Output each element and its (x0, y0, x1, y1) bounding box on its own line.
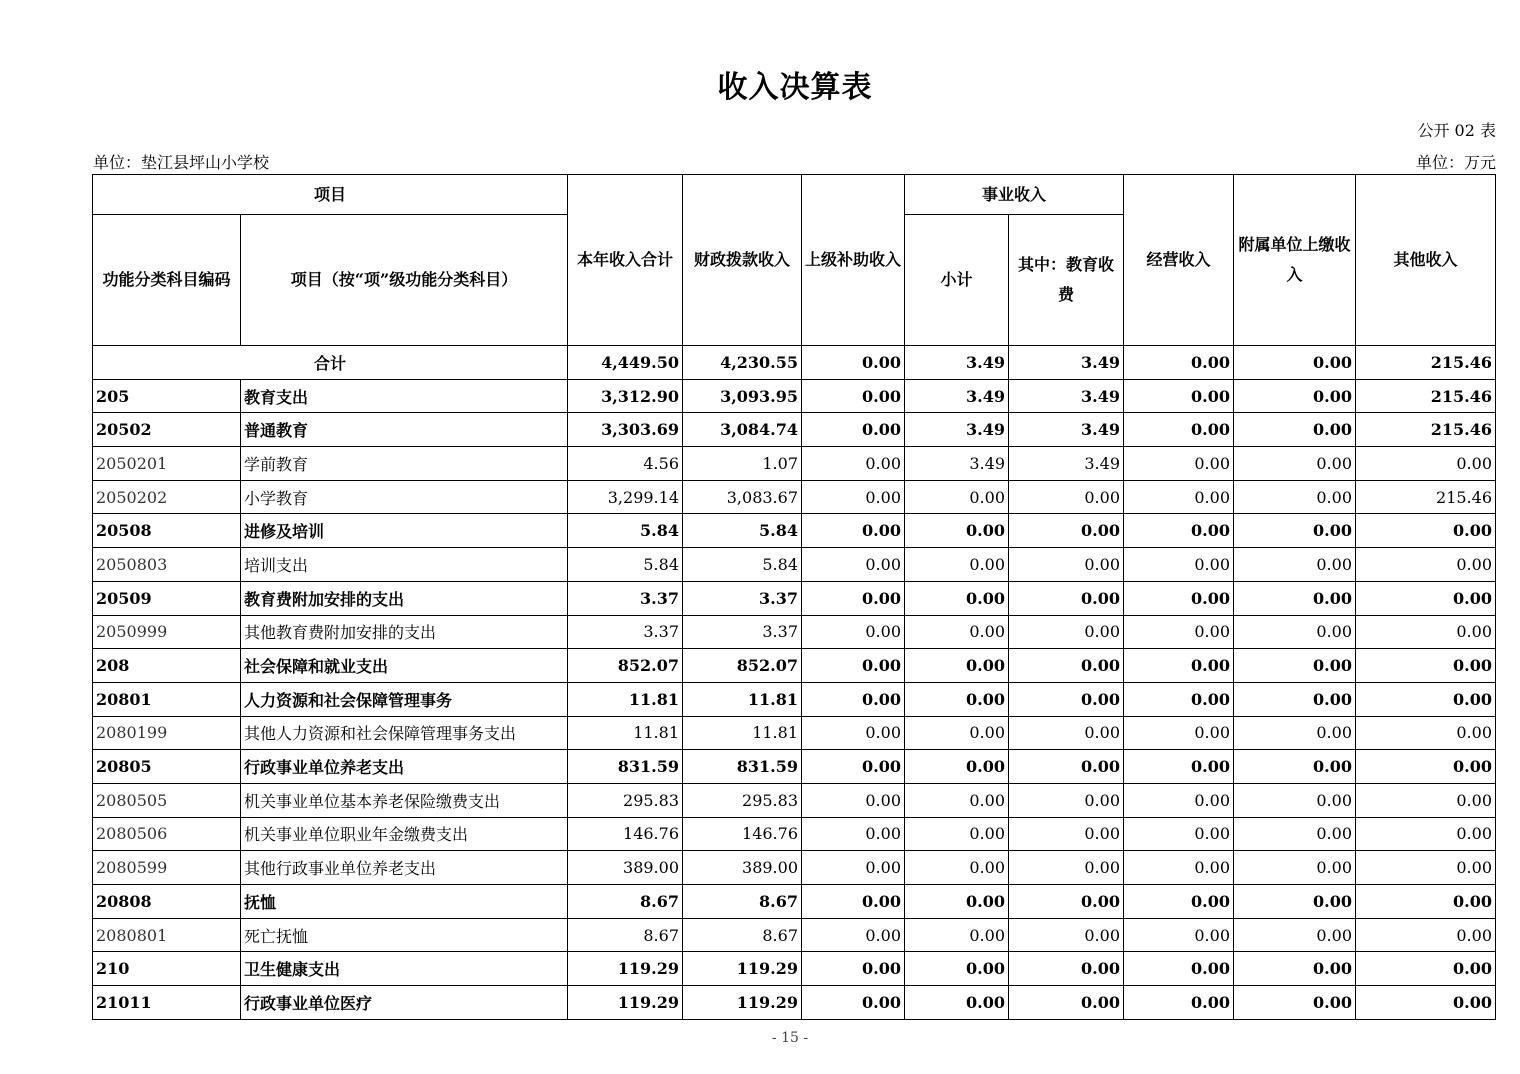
row-value: 0.00 (1234, 682, 1356, 716)
row-value: 1.07 (683, 447, 802, 481)
row-code: 205 (93, 379, 241, 413)
row-value: 389.00 (683, 851, 802, 885)
row-value: 0.00 (802, 682, 905, 716)
row-value: 0.00 (1009, 682, 1124, 716)
row-value: 0.00 (1124, 581, 1234, 615)
row-value: 0.00 (905, 615, 1009, 649)
row-value: 0.00 (1234, 413, 1356, 447)
row-value: 3.37 (683, 615, 802, 649)
row-value: 0.00 (1124, 615, 1234, 649)
row-value: 0.00 (802, 952, 905, 986)
row-name: 学前教育 (241, 447, 568, 481)
row-value: 11.81 (683, 682, 802, 716)
row-name: 机关事业单位职业年金缴费支出 (241, 817, 568, 851)
row-value: 0.00 (1009, 615, 1124, 649)
row-name: 其他人力资源和社会保障管理事务支出 (241, 716, 568, 750)
row-value: 0.00 (1009, 885, 1124, 919)
row-value: 0.00 (1009, 817, 1124, 851)
row-value: 11.81 (568, 716, 683, 750)
row-value: 0.00 (802, 885, 905, 919)
row-value: 852.07 (568, 649, 683, 683)
header-fiscal: 财政拨款收入 (683, 175, 802, 346)
row-value: 119.29 (683, 952, 802, 986)
row-value: 3.49 (905, 379, 1009, 413)
table-row (93, 885, 1496, 919)
row-value: 0.00 (1234, 851, 1356, 885)
row-value: 0.00 (802, 851, 905, 885)
row-value: 119.29 (568, 952, 683, 986)
row-value: 0.00 (905, 885, 1009, 919)
row-value: 0.00 (905, 581, 1009, 615)
income-table (92, 174, 1496, 1020)
header-total: 本年收入合计 (568, 175, 683, 346)
row-value: 5.84 (568, 548, 683, 582)
row-value: 3.49 (1009, 413, 1124, 447)
row-value: 0.00 (1009, 649, 1124, 683)
row-value: 0.00 (1009, 986, 1124, 1020)
row-value: 5.84 (568, 514, 683, 548)
row-value: 0.00 (905, 952, 1009, 986)
row-value: 0.00 (1234, 986, 1356, 1020)
row-value: 0.00 (1124, 817, 1234, 851)
table-row (93, 986, 1496, 1020)
row-value: 0.00 (1124, 548, 1234, 582)
row-code: 20805 (93, 750, 241, 784)
row-code: 210 (93, 952, 241, 986)
row-value: 146.76 (683, 817, 802, 851)
row-value: 0.00 (1124, 885, 1234, 919)
row-value: 215.46 (1356, 379, 1496, 413)
row-value: 0.00 (1234, 649, 1356, 683)
row-value: 0.00 (1234, 783, 1356, 817)
row-value: 0.00 (1124, 379, 1234, 413)
row-value: 0.00 (802, 716, 905, 750)
header-project: 项目 (93, 175, 568, 215)
row-value: 0.00 (802, 750, 905, 784)
row-value: 0.00 (1124, 480, 1234, 514)
row-value: 0.00 (802, 783, 905, 817)
row-value: 0.00 (1356, 952, 1496, 986)
row-value: 0.00 (1124, 851, 1234, 885)
row-value: 0.00 (905, 783, 1009, 817)
row-value: 0.00 (905, 986, 1009, 1020)
row-value: 0.00 (802, 548, 905, 582)
row-name: 机关事业单位基本养老保险缴费支出 (241, 783, 568, 817)
row-value: 3.49 (1009, 447, 1124, 481)
row-value: 11.81 (568, 682, 683, 716)
row-value: 0.00 (1234, 918, 1356, 952)
row-name: 普通教育 (241, 413, 568, 447)
row-value: 0.00 (802, 480, 905, 514)
row-value: 3.37 (683, 581, 802, 615)
row-value: 8.67 (568, 885, 683, 919)
row-code: 21011 (93, 986, 241, 1020)
table-row (93, 615, 1496, 649)
row-name: 小学教育 (241, 480, 568, 514)
header-edu-fee: 其中：教育收费 (1009, 215, 1124, 346)
total-cell: 4,449.50 (568, 346, 683, 380)
total-cell: 3.49 (1009, 346, 1124, 380)
row-value: 0.00 (1009, 514, 1124, 548)
row-value: 0.00 (1356, 615, 1496, 649)
row-value: 0.00 (1124, 413, 1234, 447)
row-value: 0.00 (1009, 548, 1124, 582)
table-row (93, 783, 1496, 817)
row-name: 人力资源和社会保障管理事务 (241, 682, 568, 716)
total-cell: 0.00 (802, 346, 905, 380)
row-value: 0.00 (1356, 885, 1496, 919)
row-value: 0.00 (1234, 615, 1356, 649)
row-code: 2050803 (93, 548, 241, 582)
row-value: 0.00 (1124, 649, 1234, 683)
table-row (93, 952, 1496, 986)
row-value: 0.00 (802, 413, 905, 447)
total-cell: 215.46 (1356, 346, 1496, 380)
header-affiliated: 附属单位上缴收入 (1234, 175, 1356, 346)
row-value: 0.00 (1356, 817, 1496, 851)
row-value: 0.00 (1356, 649, 1496, 683)
table-row (93, 548, 1496, 582)
row-value: 215.46 (1356, 413, 1496, 447)
row-value: 0.00 (1234, 952, 1356, 986)
row-code: 2050999 (93, 615, 241, 649)
row-value: 0.00 (1124, 783, 1234, 817)
row-value: 0.00 (1234, 548, 1356, 582)
row-value: 831.59 (683, 750, 802, 784)
row-value: 0.00 (1234, 581, 1356, 615)
row-code: 2050202 (93, 480, 241, 514)
row-value: 0.00 (1356, 682, 1496, 716)
row-value: 852.07 (683, 649, 802, 683)
row-value: 146.76 (568, 817, 683, 851)
row-value: 0.00 (1009, 581, 1124, 615)
row-value: 0.00 (1234, 750, 1356, 784)
row-value: 0.00 (1124, 952, 1234, 986)
table-row (93, 750, 1496, 784)
row-value: 3,303.69 (568, 413, 683, 447)
row-value: 0.00 (1009, 851, 1124, 885)
row-code: 2080599 (93, 851, 241, 885)
row-value: 0.00 (802, 379, 905, 413)
row-value: 5.84 (683, 548, 802, 582)
row-name: 社会保障和就业支出 (241, 649, 568, 683)
row-value: 3.37 (568, 615, 683, 649)
row-value: 0.00 (1356, 918, 1496, 952)
row-value: 3.49 (1009, 379, 1124, 413)
row-name: 进修及培训 (241, 514, 568, 548)
row-value: 0.00 (1009, 750, 1124, 784)
total-cell: 0.00 (1124, 346, 1234, 380)
row-value: 0.00 (1009, 480, 1124, 514)
total-row (93, 346, 1496, 380)
row-name: 其他行政事业单位养老支出 (241, 851, 568, 885)
row-value: 0.00 (905, 480, 1009, 514)
row-code: 20808 (93, 885, 241, 919)
row-value: 3,299.14 (568, 480, 683, 514)
form-number: 公开 02 表 (1417, 121, 1496, 140)
row-value: 0.00 (802, 986, 905, 1020)
row-value: 295.83 (568, 783, 683, 817)
row-value: 3,312.90 (568, 379, 683, 413)
row-value: 3.49 (905, 447, 1009, 481)
row-value: 3.37 (568, 581, 683, 615)
row-value: 8.67 (683, 885, 802, 919)
row-name: 抚恤 (241, 885, 568, 919)
row-code: 2050201 (93, 447, 241, 481)
row-value: 831.59 (568, 750, 683, 784)
row-value: 4.56 (568, 447, 683, 481)
row-value: 0.00 (802, 918, 905, 952)
row-value: 0.00 (905, 851, 1009, 885)
page-number: - 15 - (771, 1030, 809, 1046)
row-code: 2080505 (93, 783, 241, 817)
row-value: 0.00 (905, 649, 1009, 683)
table-header (93, 175, 1496, 346)
table-row (93, 918, 1496, 952)
row-value: 0.00 (1356, 716, 1496, 750)
row-value: 3,083.67 (683, 480, 802, 514)
row-value: 0.00 (1356, 581, 1496, 615)
row-code: 2080801 (93, 918, 241, 952)
row-value: 0.00 (1356, 851, 1496, 885)
row-value: 0.00 (1356, 986, 1496, 1020)
row-value: 0.00 (802, 581, 905, 615)
row-value: 0.00 (1124, 514, 1234, 548)
row-value: 0.00 (905, 817, 1009, 851)
row-value: 0.00 (1234, 885, 1356, 919)
row-value: 0.00 (802, 817, 905, 851)
row-name: 其他教育费附加安排的支出 (241, 615, 568, 649)
row-value: 0.00 (1009, 716, 1124, 750)
row-value: 0.00 (1234, 480, 1356, 514)
header-superior: 上级补助收入 (802, 175, 905, 346)
currency-unit: 单位：万元 (1415, 153, 1496, 172)
table-row (93, 447, 1496, 481)
row-code: 20502 (93, 413, 241, 447)
row-value: 389.00 (568, 851, 683, 885)
table-row (93, 817, 1496, 851)
table-row (93, 716, 1496, 750)
total-cell: 4,230.55 (683, 346, 802, 380)
table-row (93, 413, 1496, 447)
table-row (93, 581, 1496, 615)
row-value: 119.29 (568, 986, 683, 1020)
row-value: 0.00 (1124, 918, 1234, 952)
row-value: 295.83 (683, 783, 802, 817)
row-value: 0.00 (905, 682, 1009, 716)
row-value: 5.84 (683, 514, 802, 548)
row-code: 2080506 (93, 817, 241, 851)
total-label: 合计 (93, 346, 568, 380)
row-value: 11.81 (683, 716, 802, 750)
row-value: 0.00 (802, 514, 905, 548)
row-value: 119.29 (683, 986, 802, 1020)
row-value: 0.00 (1234, 447, 1356, 481)
row-name: 教育费附加安排的支出 (241, 581, 568, 615)
row-value: 0.00 (1234, 514, 1356, 548)
row-name: 行政事业单位医疗 (241, 986, 568, 1020)
row-value: 0.00 (1356, 447, 1496, 481)
table-row (93, 682, 1496, 716)
table-row (93, 649, 1496, 683)
row-name: 教育支出 (241, 379, 568, 413)
row-code: 2080199 (93, 716, 241, 750)
row-value: 0.00 (1356, 750, 1496, 784)
row-value: 0.00 (1124, 682, 1234, 716)
row-value: 0.00 (1124, 986, 1234, 1020)
table-row (93, 379, 1496, 413)
row-name: 死亡抚恤 (241, 918, 568, 952)
row-value: 3,084.74 (683, 413, 802, 447)
row-name: 行政事业单位养老支出 (241, 750, 568, 784)
row-value: 0.00 (1234, 716, 1356, 750)
row-value: 215.46 (1356, 480, 1496, 514)
row-value: 0.00 (802, 447, 905, 481)
row-value: 0.00 (905, 750, 1009, 784)
row-code: 20508 (93, 514, 241, 548)
row-value: 0.00 (905, 716, 1009, 750)
row-value: 0.00 (802, 615, 905, 649)
row-value: 0.00 (1234, 817, 1356, 851)
row-value: 3,093.95 (683, 379, 802, 413)
header-code: 功能分类科目编码 (93, 215, 241, 346)
total-cell: 3.49 (905, 346, 1009, 380)
row-value: 0.00 (1356, 783, 1496, 817)
row-value: 0.00 (1124, 716, 1234, 750)
row-value: 0.00 (1234, 379, 1356, 413)
row-value: 0.00 (905, 548, 1009, 582)
row-value: 0.00 (802, 649, 905, 683)
total-cell: 0.00 (1234, 346, 1356, 380)
report-title: 收入决算表 (717, 70, 873, 105)
row-value: 0.00 (1009, 918, 1124, 952)
header-other: 其他收入 (1356, 175, 1496, 346)
row-code: 20509 (93, 581, 241, 615)
row-value: 0.00 (1124, 750, 1234, 784)
header-subtotal: 小计 (905, 215, 1009, 346)
table-row (93, 851, 1496, 885)
header-business: 事业收入 (905, 175, 1124, 215)
table-row (93, 480, 1496, 514)
row-value: 3.49 (905, 413, 1009, 447)
reporting-unit: 单位：垫江县坪山小学校 (93, 153, 270, 172)
row-value: 0.00 (1124, 447, 1234, 481)
row-code: 20801 (93, 682, 241, 716)
row-value: 0.00 (1009, 952, 1124, 986)
row-value: 8.67 (683, 918, 802, 952)
row-name: 培训支出 (241, 548, 568, 582)
header-operating: 经营收入 (1124, 175, 1234, 346)
row-value: 8.67 (568, 918, 683, 952)
row-code: 208 (93, 649, 241, 683)
table-row (93, 514, 1496, 548)
row-value: 0.00 (905, 918, 1009, 952)
row-value: 0.00 (905, 514, 1009, 548)
row-name: 卫生健康支出 (241, 952, 568, 986)
header-item: 项目（按“项”级功能分类科目） (241, 215, 568, 346)
row-value: 0.00 (1356, 514, 1496, 548)
row-value: 0.00 (1009, 783, 1124, 817)
row-value: 0.00 (1356, 548, 1496, 582)
table-body (93, 346, 1496, 1020)
